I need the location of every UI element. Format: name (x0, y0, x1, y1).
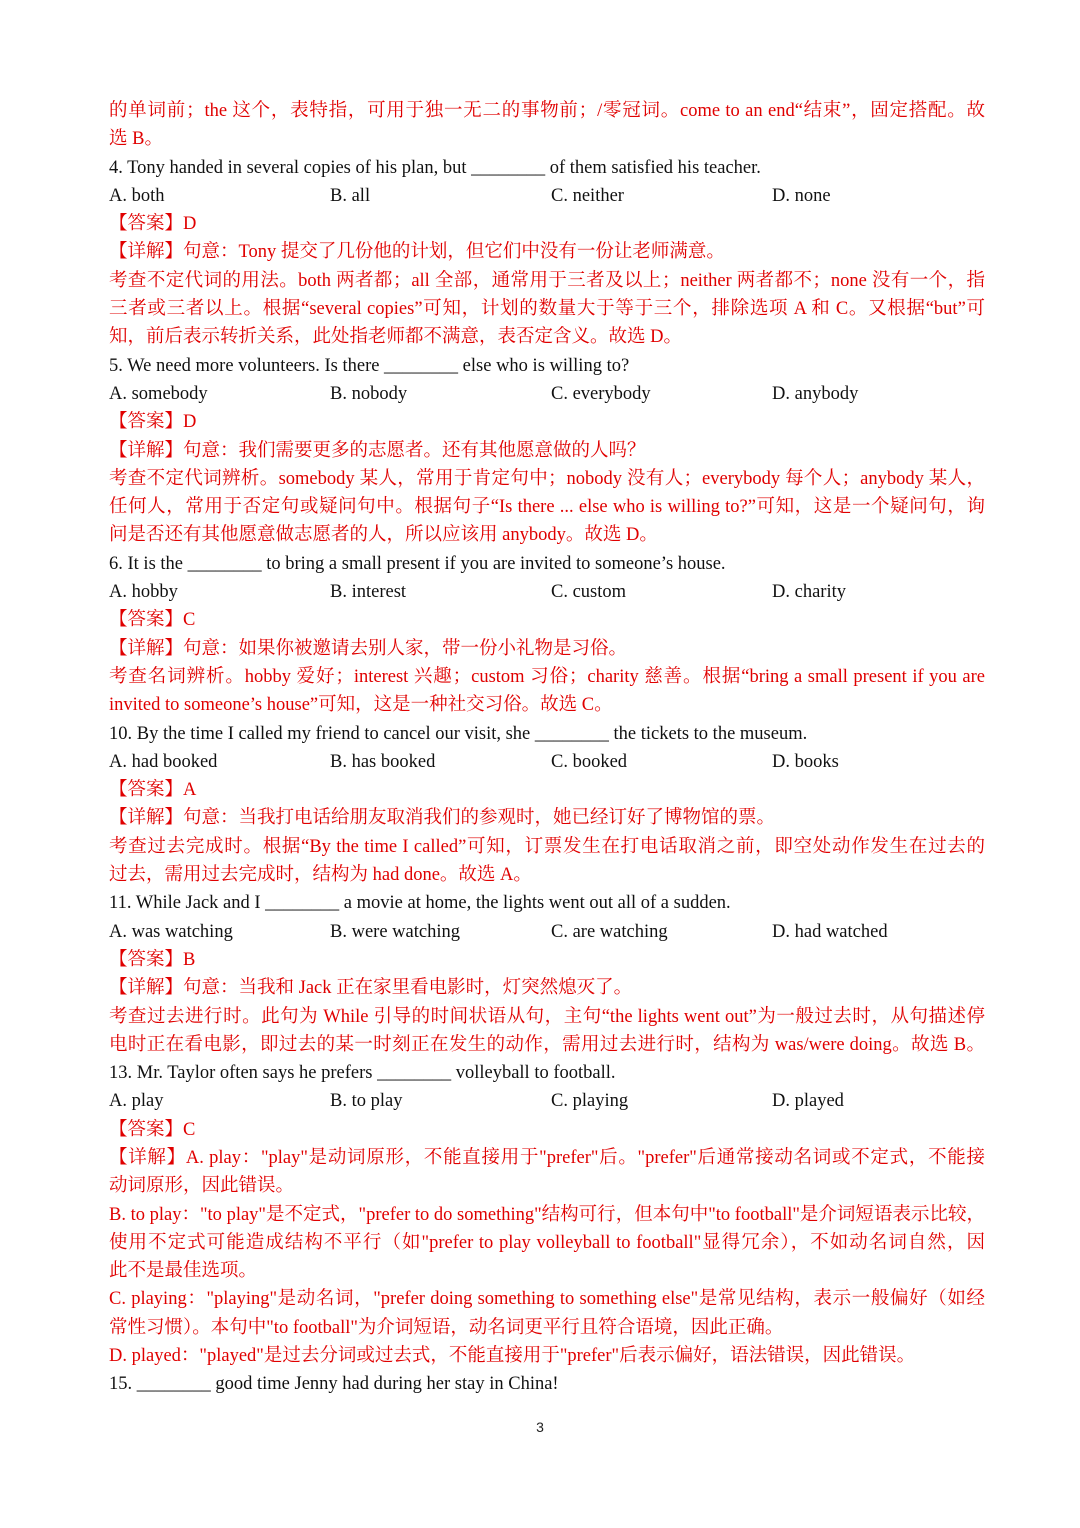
text-line: 15. ________ good time Jenny had during her stay in China! (109, 1374, 559, 1395)
option: B. all (330, 185, 371, 206)
text-line: D. played："played"是过去分词或过去式，不能直接用于"prefer"后表示偏好，语法错误，因此错误。 (109, 1346, 916, 1367)
text-line: 【答案】C (109, 1119, 196, 1140)
text-line: 【详解】句意：Tony 提交了几份他的计划，但它们中没有一份让老师满意。 (109, 242, 725, 263)
option: B. nobody (330, 383, 408, 404)
option: A. play (109, 1091, 164, 1112)
text-line: 4. Tony handed in several copies of his plan, but ________ of them satisfied his teacher. (109, 157, 761, 178)
text-line: 考查过去完成时。根据“By the time I called”可知，订票发生在打电话取消之前，即空处动作发生在过去的 (109, 836, 985, 857)
option: B. were watching (330, 921, 460, 942)
text-line: 的单词前；the 这个，表特指，可用于独一无二的事物前；/零冠词。come to an end“结束”，固定搭配。故 (109, 101, 985, 121)
option: C. neither (551, 185, 624, 206)
option: D. played (772, 1091, 844, 1112)
text-line: 此不是最佳选项。 (109, 1261, 258, 1282)
option: A. was watching (109, 921, 233, 942)
text-line: C. playing："playing"是动名词，"prefer doing something to something else"是常见结构，表示一般偏好（如经 (109, 1289, 985, 1310)
option: D. had watched (772, 921, 888, 942)
text-line: 过去，需用过去完成时，结构为 had done。故选 A。 (109, 865, 532, 886)
option: C. everybody (551, 383, 651, 404)
text-line: 【答案】D (109, 412, 197, 433)
option: B. has booked (330, 751, 436, 772)
text-line: invited to someone’s house”可知，这是一种社交习俗。故选 C。 (109, 695, 613, 716)
option: B. to play (330, 1091, 403, 1112)
text-line: 问是否还有其他愿意做志愿者的人，所以应该用 anybody。故选 D。 (109, 525, 658, 546)
page-number: 3 (536, 1419, 544, 1435)
text-line: 选 B。 (109, 129, 163, 150)
page-content (109, 97, 985, 1399)
option: A. had booked (109, 751, 218, 772)
text-line: 6. It is the ________ to bring a small present if you are invited to someone’s house. (109, 553, 726, 574)
text-line: B. to play："to play"是不定式，"prefer to do something"结构可行，但本句中"to football"是介词短语表示比较， (109, 1204, 985, 1225)
text-line: 10. By the time I called my friend to cancel our visit, she ________ the tickets to the museum. (109, 723, 808, 744)
option: D. charity (772, 582, 846, 603)
text-line: 【详解】句意：如果你被邀请去别人家，带一份小礼物是习俗。 (109, 638, 628, 659)
text-line: 【答案】D (109, 214, 197, 235)
option: C. booked (551, 751, 628, 772)
option: A. hobby (109, 582, 178, 603)
text-line: 考查不定代词辨析。somebody 某人，常用于肯定句中；nobody 没有人；everybody 每个人；anybody 某人， (109, 468, 985, 489)
options-row (109, 380, 985, 408)
text-line: 【详解】句意：当我打电话给朋友取消我们的参观时，她已经订好了博物馆的票。 (109, 808, 776, 829)
option: B. interest (330, 582, 407, 603)
options-row (109, 182, 985, 210)
option: C. custom (551, 582, 627, 603)
text-line: 11. While Jack and I ________ a movie at home, the lights went out all of a sudden. (109, 893, 731, 914)
option: D. anybody (772, 383, 859, 404)
option: A. both (109, 185, 165, 206)
text-line: 三者或三者以上。根据“several copies”可知，计划的数量大于等于三个，排除选项 A 和 C。又根据“but”可 (109, 299, 985, 320)
text-line: 13. Mr. Taylor often says he prefers ________ volleyball to football. (109, 1063, 616, 1084)
options-row (109, 918, 985, 946)
text-line: 考查不定代词的用法。both 两者都；all 全部，通常用于三者及以上；neither 两者都不；none 没有一个，指 (109, 270, 985, 291)
option: D. none (772, 185, 831, 206)
text-line: 【详解】句意：我们需要更多的志愿者。还有其他愿意做的人吗？ (109, 440, 646, 461)
option: C. are watching (551, 921, 668, 942)
text-line: 【答案】B (109, 949, 196, 970)
text-line: 考查名词辨析。hobby 爱好；interest 兴趣；custom 习俗；charity 慈善。根据“bring a small present if you are (109, 666, 985, 687)
option: A. somebody (109, 383, 208, 404)
text-line: 常性习惯）。本句中"to football"为介词短语，动名词更平行且符合语境，因此正确。 (109, 1317, 784, 1338)
text-line: 考查过去进行时。此句为 While 引导的时间状语从句，主句“the lights went out”为一般过去时，从句描述停 (109, 1006, 985, 1027)
text-line: 【详解】句意：当我和 Jack 正在家里看电影时，灯突然熄灭了。 (109, 978, 633, 999)
text-line: 任何人，常用于否定句或疑问句中。根据句子“Is there ... else who is willing to?”可知，这是一个疑问句，询 (109, 497, 985, 518)
options-row (109, 578, 985, 606)
text-line: 知，前后表示转折关系，此处指老师都不满意，表否定含义。故选 D。 (109, 327, 682, 348)
text-line: 【答案】C (109, 610, 196, 631)
option: D. books (772, 751, 839, 772)
text-line: 动词原形，因此错误。 (109, 1176, 295, 1197)
options-row (109, 1087, 985, 1115)
text-line: 5. We need more volunteers. Is there ________ else who is willing to? (109, 355, 630, 376)
text-line: 使用不定式可能造成结构不平行（如"prefer to play volleyball to football"显得冗余），不如动名词自然，因 (109, 1232, 985, 1253)
options-row (109, 748, 985, 776)
text-line: 【答案】A (109, 780, 197, 801)
text-line: 【详解】A. play："play"是动词原形，不能直接用于"prefer"后。"prefer"后通常接动名词或不定式，不能接 (109, 1147, 985, 1168)
text-line: 电时正在看电影，即过去的某一时刻正在发生的动作，需用过去进行时，结构为 was/were doing。故选 B。 (109, 1034, 985, 1055)
option: C. playing (551, 1091, 629, 1112)
